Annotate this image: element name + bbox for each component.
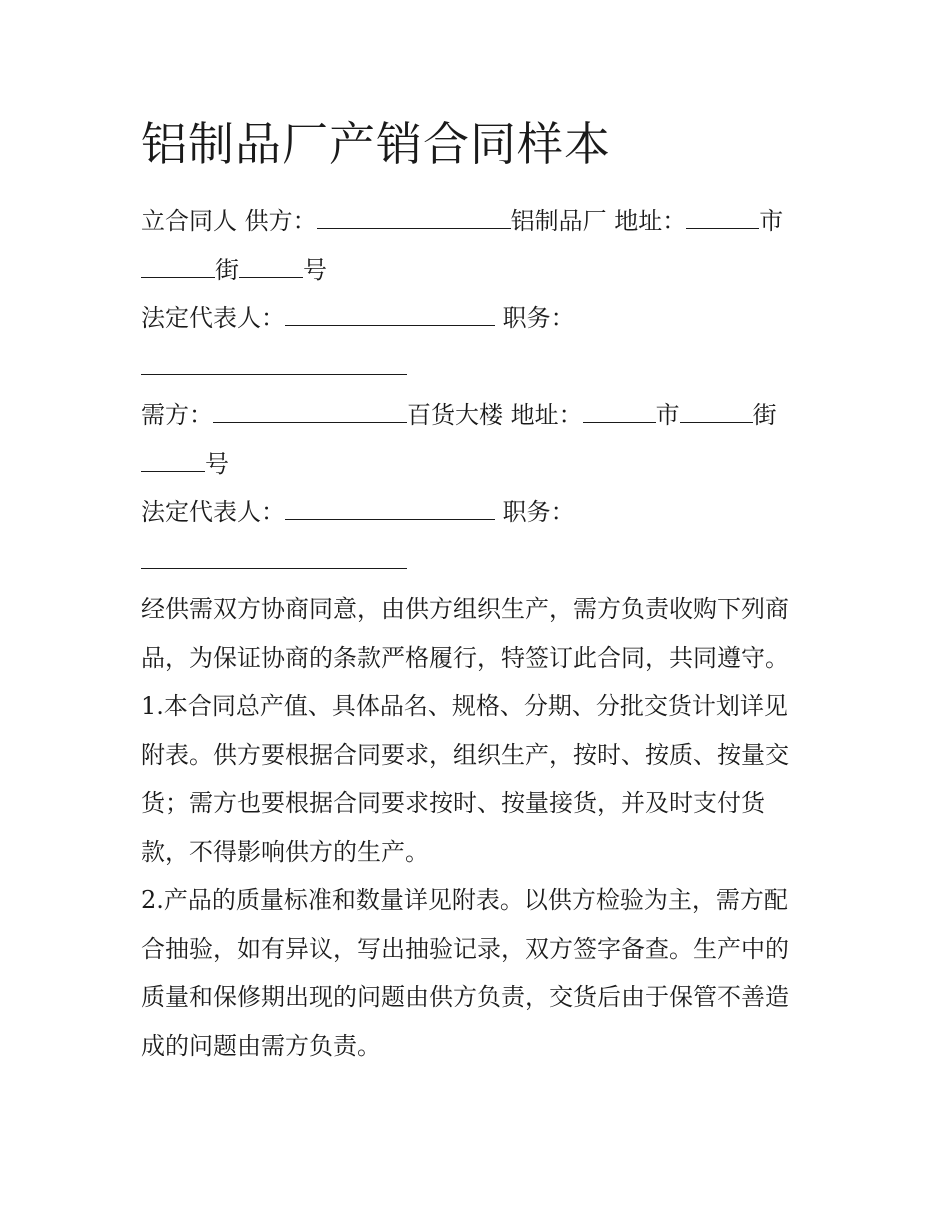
buyer-street-label: 街 (752, 401, 777, 429)
buyer-number-label: 号 (205, 449, 229, 478)
buyer-position-label: 职务： (502, 498, 575, 526)
supplier-prefix: 立合同人 供方： (141, 207, 317, 235)
supplier-rep-blank (285, 303, 495, 326)
supplier-position-line (141, 343, 821, 392)
buyer-address-line (141, 440, 821, 489)
document-title: 铝制品厂产销合同样本 (141, 117, 611, 171)
clause-1-line: 附表。供方要根据合同要求，组织生产，按时、按质、按量交 (141, 740, 789, 769)
supplier-number-label: 号 (303, 255, 327, 284)
clause-2-line: 质量和保修期出现的问题由供方负责，交货后由于保管不善造 (141, 983, 789, 1011)
supplier-factory-suffix: 铝制品厂 (510, 207, 607, 235)
supplier-rep-line (141, 294, 821, 343)
contract-body (141, 197, 821, 1070)
buyer-city-blank (583, 400, 656, 423)
supplier-address-label: 地址： (614, 207, 687, 235)
buyer-rep-blank (285, 497, 495, 520)
clause-1-line: 1.本合同总产值、具体品名、规格、分期、分批交货计划详见 (141, 692, 788, 720)
supplier-number-blank (239, 255, 303, 278)
clause-2-line: 成的问题由需方负责。 (141, 1031, 381, 1060)
buyer-address-label: 地址： (510, 401, 583, 429)
supplier-line (141, 197, 821, 246)
clause-1-line: 款，不得影响供方的生产。 (141, 837, 429, 866)
buyer-position-line (141, 537, 821, 586)
supplier-name-blank (317, 206, 511, 229)
buyer-line (141, 391, 821, 440)
clause-1 (141, 682, 821, 876)
buyer-prefix: 需方： (141, 401, 213, 429)
buyer-street-blank (680, 400, 753, 423)
buyer-position-blank (141, 546, 407, 569)
supplier-position-blank (141, 352, 407, 375)
supplier-address-line (141, 246, 821, 295)
intro-paragraph (141, 585, 821, 682)
supplier-street-label: 街 (215, 255, 239, 284)
intro-line: 品，为保证协商的条款严格履行，特签订此合同，共同遵守。 (141, 643, 789, 672)
buyer-rep-line (141, 488, 821, 537)
clause-2-line: 2.产品的质量标准和数量详见附表。以供方检验为主，需方配 (141, 886, 788, 914)
clause-2 (141, 876, 821, 1070)
supplier-rep-label: 法定代表人： (141, 304, 285, 332)
clause-2-line: 合抽验，如有异议，写出抽验记录，双方签字备查。生产中的 (141, 934, 789, 963)
buyer-name-blank (213, 400, 407, 423)
buyer-rep-label: 法定代表人： (141, 498, 285, 526)
supplier-city-label: 市 (759, 207, 784, 235)
clause-1-line: 货；需方也要根据合同要求按时、按量接货，并及时支付货 (141, 789, 765, 817)
supplier-city-blank (686, 206, 759, 229)
buyer-number-blank (141, 449, 205, 472)
supplier-position-label: 职务： (502, 304, 575, 332)
buyer-city-label: 市 (655, 401, 680, 429)
buyer-store-suffix: 百货大楼 (407, 401, 503, 429)
intro-line: 经供需双方协商同意，由供方组织生产，需方负责收购下列商 (141, 595, 789, 623)
supplier-street-blank (141, 255, 215, 278)
